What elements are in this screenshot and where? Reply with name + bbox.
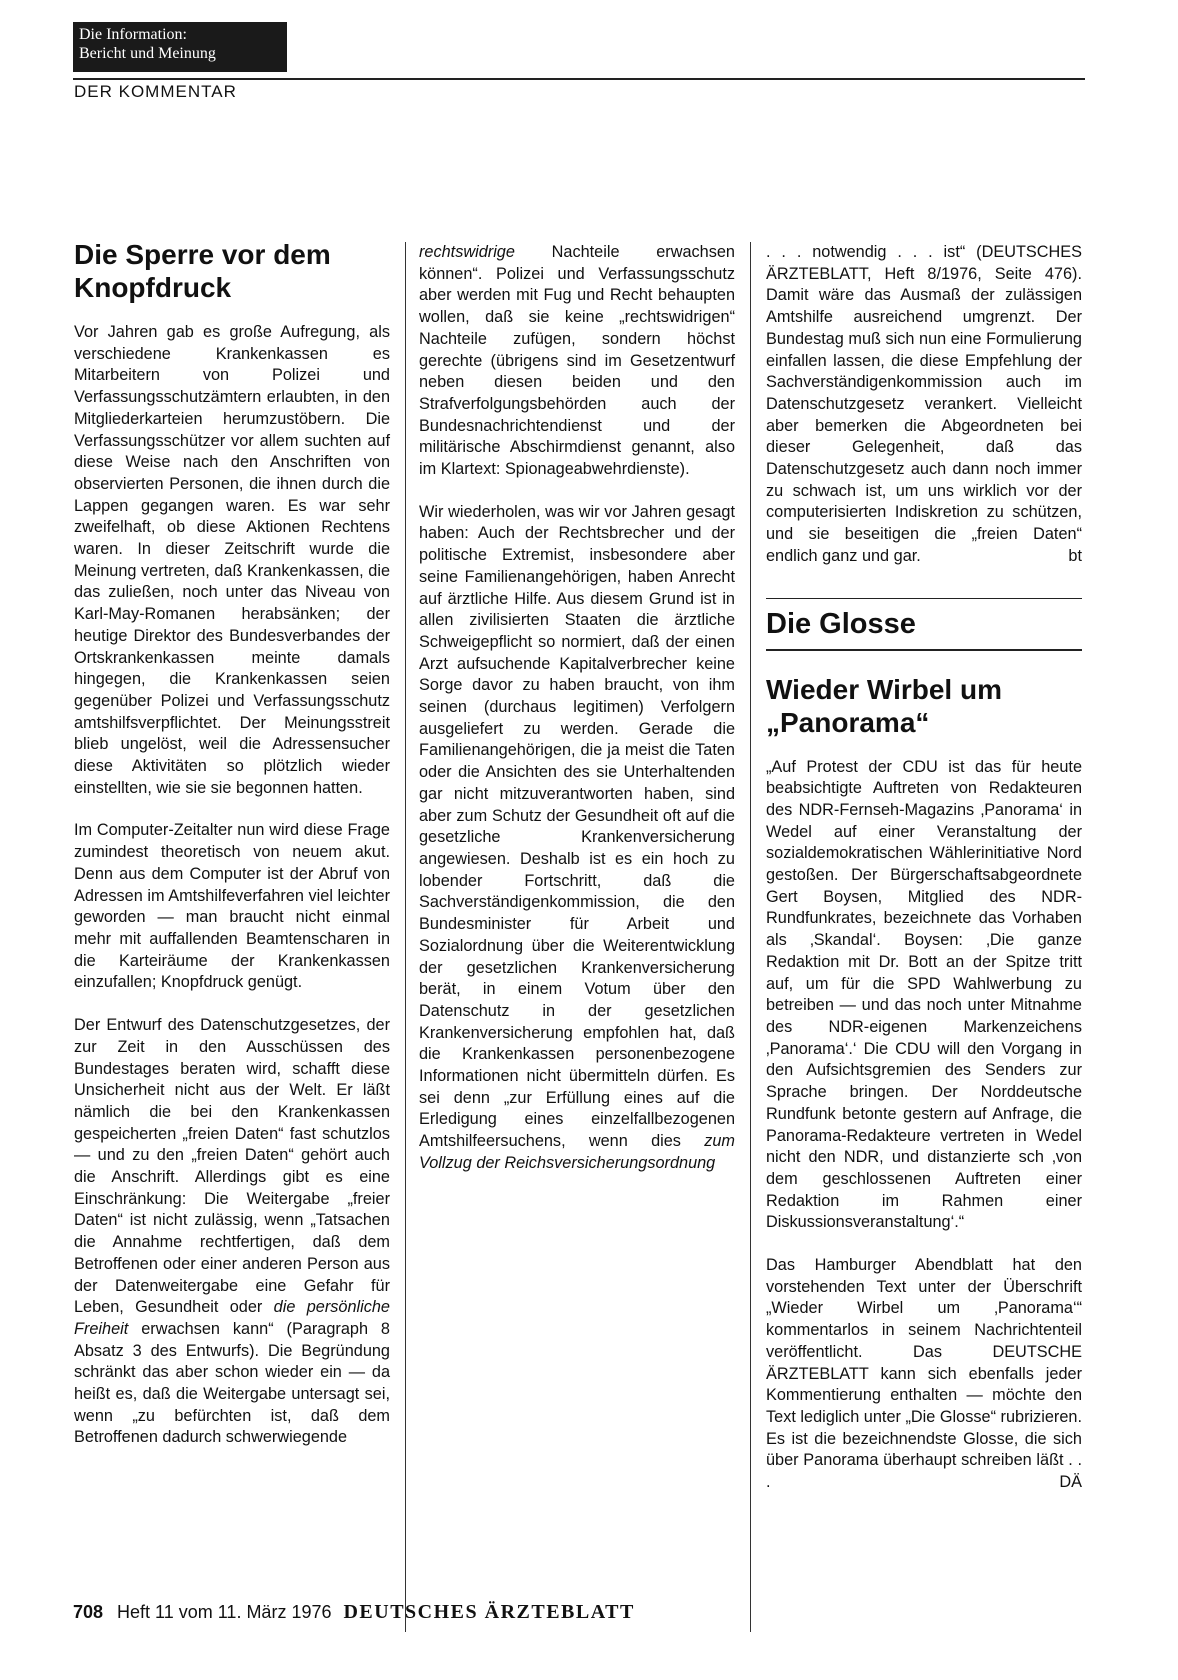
- article-column-1: [74, 239, 390, 1470]
- rubric-line-2: Bericht und Meinung: [79, 45, 216, 62]
- paragraph-text: Wir wiederholen, was wir vor Jahren gesagt haben: Auch der Rechtsbrecher und der politische Extremist, insbesondere aber seine Familienangehörigen, haben Anrecht auf ärztliche Hilfe. Aus diesem Grund ist in allen zivilisierten Staaten die ärztliche Schweigepflicht so normiert, daß der einen Arzt aufsuchende Kapitalverbrecher keine Sorge davor zu haben braucht, von ihm seinen (durchaus legitimen) Verfolgern ausgeliefert zu werden. Gerade die Familienangehörigen, die ja meist die Taten oder die Ansichten des sie Unterhaltenden gar nicht mitzuverantworten haben, sind aber zum Schutz der Gesundheit oft auf die gesetzliche Krankenversicherung angewiesen. Deshalb ist es ein hoch zu lobender Fortschritt, daß die Sachverständigenkommission, die den Bundesminister für Arbeit und Sozialordnung über die Weiterentwicklung der gesetzlichen Krankenversicherung berät, in einem Votum über den Datenschutz in der gesetzlichen Krankenversicherung empfohlen hat, daß die Krankenkassen personenbezogene Informationen nicht übermitteln dürfen. Es sei denn „zur Erfüllung eines auf die Erledigung eines einzelfallbezogenen Amtshilfeersuchens, wenn dies: [419, 502, 735, 1151]
- article-paragraph: Vor Jahren gab es große Aufregung, als verschiedene Krankenkassen es Mitarbeitern von Polizei und Verfassungsschutzämtern erlaubten, in den Mitgliederkarteien herumzustöbern. Die Verfassungsschützer vor allem suchten auf diese Weise nach den Anschriften von observierten Personen, die ihnen durch die Lappen gegangen waren. Es war sehr zweifelhaft, ob diese Aktionen Rechtens waren. In dieser Zeitschrift wurde die Meinung vertreten, daß Krankenkassen, die das zuließen, noch unter das Niveau von Karl-May-Romanen herabsänken; der heutige Direktor des Bundesverbandes der Ortskrankenkassen meinte damals hingegen, die Krankenkassen seien gegenüber Polizei und Verfassungsschutz amtshilfsverpflichtet. Der Meinungsstreit blieb ungelöst, weil die Adressensucher diese Aktivitäten so plötzlich wieder einstellten, wie sie sie begonnen hatten.: [74, 323, 390, 797]
- paragraph-text: Nachteile erwachsen können“. Polizei und Verfassungsschutz aber werden mit Fug und Recht behaupten wollen, daß sie keine „rechtswidrigen“ Nachteile zufügen, sondern höchst gerechte (übrigens sind im Gesetzentwurf neben diesen beiden und den Strafverfolgungsbehörden auch der Bundesnachrichtendienst und der militärische Abschirmdienst genannt, also im Klartext: Spionageabwehrdienste).: [419, 243, 735, 479]
- glosse-paragraph: „Auf Protest der CDU ist das für heute beabsichtigte Auftreten von Redakteuren des NDR-Fernseh-Magazins ‚Panorama‘ in Wedel auf einer Veranstaltung der sozialdemokratischen Wählerinitiative Nord gestoßen. Der Bürgerschaftsabgeordnete Gert Boysen, Mitglied des NDR-Rundfunkrates, bezeichnete das Vorhaben als ‚Skandal‘. Boysen: ‚Die ganze Redaktion mit Dr. Bott an der Spitze tritt auf, um für die SPD Wahlwerbung zu betreiben — und das noch unter Mitnahme des NDR-eigenen Markenzeichens ‚Panorama‘.‘ Die CDU will den Vorgang in den Aufsichtsgremien des Senders zur Sprache bringen. Der Norddeutsche Rundfunk betonte gestern auf Anfrage, die Panorama-Redakteure vertreten in Wedel nicht den NDR, und distanzierte sch ‚von dem geschlossenen Auftreten einer Redaktion im Rahmen einer Diskussionsveranstaltung‘.“: [766, 757, 1082, 1232]
- article-paragraph: [419, 242, 735, 481]
- header-rule: [73, 78, 1085, 80]
- article-paragraph: Im Computer-Zeitalter nun wird diese Frage zumindest theoretisch von neuem akut. Denn aus dem Computer ist der Abruf von Adressen im Amtshilfeverfahren viel leichter geworden — man braucht nicht einmal mehr mit auffallenden Beamtenscharen in die Karteiräume der Krankenkassen einzufallen; Knopfdruck genügt.: [74, 821, 390, 992]
- article-title: Die Sperre vor dem Knopfdruck: [74, 239, 331, 303]
- article-paragraph: [766, 242, 1082, 568]
- rubric-line-1: Die Information:: [79, 26, 187, 43]
- section-label: DER KOMMENTAR: [74, 82, 237, 101]
- glosse-label: Die Glosse: [766, 607, 1082, 651]
- page-footer: [73, 1601, 635, 1624]
- issue-info: Heft 11 vom 11. März 1976: [117, 1602, 332, 1622]
- column-divider: [405, 242, 406, 1632]
- paragraph-text: Der Entwurf des Datenschutzgesetzes, der zur Zeit in den Ausschüssen des Bundestages beraten wird, schafft diese Unsicherheit nicht aus der Welt. Er läßt nämlich die bei den Krankenkassen gespeicherten „freien Daten“ fast schutzlos — und zu den „freien Daten“ gehört auch die Anschrift. Allerdings gibt es eine Einschränkung: Die Weitergabe „freier Daten“ ist nicht zulässig, wenn „Tatsachen die Annahme rechtfertigen, daß dem Betroffenen oder einer anderen Person aus der Datenweitergabe eine Gefahr für Leben, Gesundheit oder: [74, 1016, 390, 1317]
- article-column-2: [419, 242, 735, 1196]
- column-divider: [750, 242, 751, 1632]
- paragraph-text: . . . notwendig . . . ist“ (DEUTSCHES ÄRZTEBLATT, Heft 8/1976, Seite 476). Damit wäre das Ausmaß der zulässigen Amtshilfe ausreichend umgrenzt. Der Bundestag muß sich nun eine Formulierung einfallen lassen, die diese Empfehlung der Sachverständigenkommission auch im Datenschutzgesetz verankert. Vielleicht aber bemerken die Abgeordneten bei dieser Gelegenheit, daß das Datenschutzgesetz auch dann noch immer zu schwach ist, um uns wirklich vor der computerisierten Indiskretion zu schützen, und sie beseitigen die „freien Daten“ endlich ganz und gar.: [766, 243, 1082, 565]
- emphasis-text: die persönliche Freiheit: [74, 1298, 390, 1338]
- page-number: 708: [73, 1602, 104, 1622]
- article-paragraph: [74, 1015, 390, 1449]
- glosse-signature: DÄ: [1059, 1473, 1082, 1492]
- glosse-paragraph: [766, 1255, 1082, 1494]
- glosse-section: [766, 598, 1082, 1494]
- emphasis-text: zum Vollzug der Reichsversicherungsordnung: [419, 1132, 735, 1172]
- article-column-3: [766, 242, 1082, 1515]
- publication-name: DEUTSCHES ÄRZTEBLATT: [343, 1601, 635, 1623]
- emphasis-text: rechtswidrige: [419, 243, 515, 261]
- article-signature: bt: [1068, 546, 1082, 565]
- paragraph-text: Das Hamburger Abendblatt hat den vorstehenden Text unter der Überschrift „Wieder Wirbel um ‚Panorama‘“ kommentarlos in seinem Nachrichtenteil veröffentlicht. Das DEUTSCHE ÄRZTEBLATT kann sich ebenfalls jeder Kommentierung enthalten — möchte den Text lediglich unter „Die Glosse“ rubrizieren. Es ist die bezeichnendste Glosse, die sich über Panorama überhaupt schreiben läßt . . .: [766, 1256, 1082, 1492]
- paragraph-text: erwachsen kann“ (Paragraph 8 Absatz 3 des Entwurfs). Die Begründung schränkt das aber schon wieder ein — da heißt es, daß die Weitergabe untersagt sei, wenn „zu befürchten ist, daß dem Betroffenen dadurch schwerwiegende: [74, 1319, 390, 1447]
- glosse-title: Wieder Wirbel um „Panorama“: [766, 673, 1002, 738]
- rubric-badge: [73, 22, 287, 72]
- article-paragraph: [419, 502, 735, 1175]
